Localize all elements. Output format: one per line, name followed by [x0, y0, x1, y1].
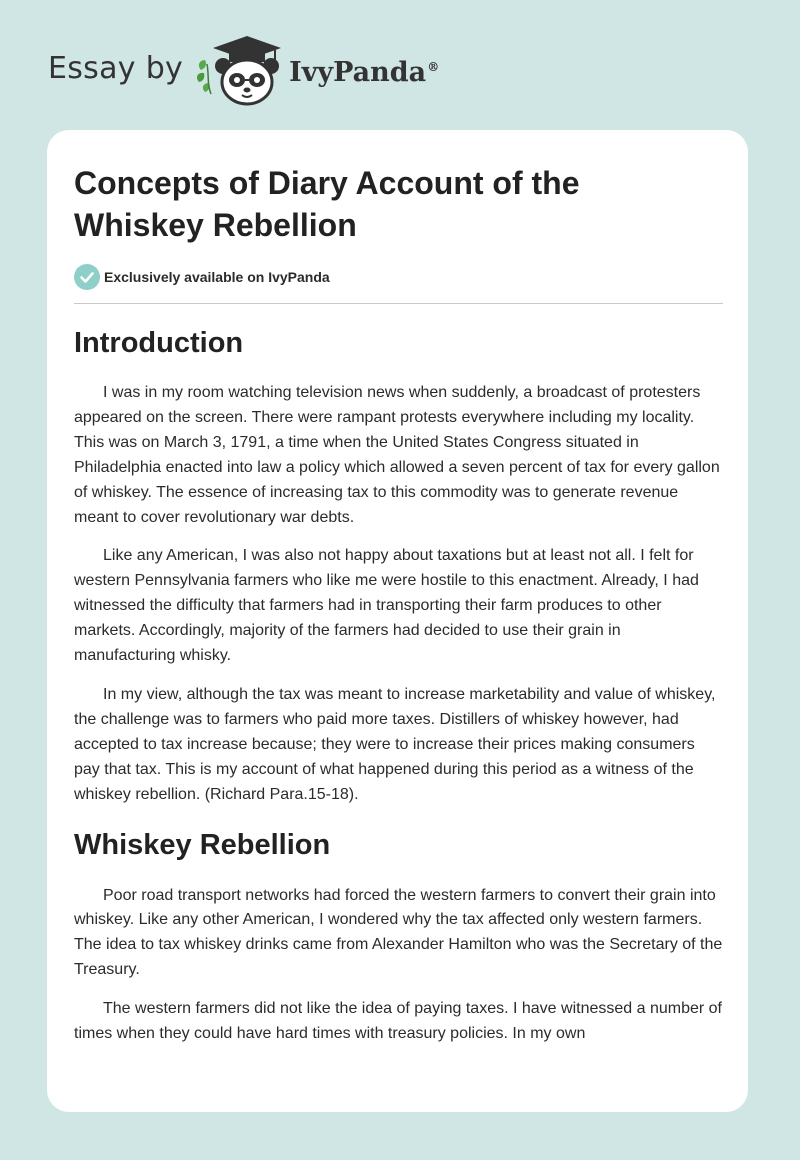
paragraph: In my view, although the tax was meant to increase marketability and value of whiskey, the challenge was to farmers who paid more taxes. Distillers of whiskey however, had accepted to tax increase because; they were to increase their prices making consumers pay that tax. This is my account of what happened during this period as a witness of the whiskey rebellion. (Richard Para.15-18).	[74, 685, 716, 803]
title-divider	[74, 303, 723, 304]
check-circle-icon	[74, 264, 100, 290]
exclusive-badge	[74, 264, 330, 290]
registered-mark: ®	[427, 59, 440, 74]
paragraph: Poor road transport networks had forced the western farmers to convert their grain into whiskey. Like any other American, I wondered why the tax affected only western farmers. The idea to tax whiskey drinks came from Alexander Hamilton who was the Secretary of the Treasury.	[74, 886, 723, 979]
paragraph: I was in my room watching television news when suddenly, a broadcast of protesters appeared on the screen. There were rampant protests everywhere including my locality. This was on March 3, 1791, a time when the United States Congress situated in Philadelphia enacted into law a policy which allowed a seven percent of tax for every gallon of whiskey. The essence of increasing tax to this commodity was to generate revenue meant to cover revolutionary war debts.	[74, 384, 720, 526]
exclusive-badge-label: Exclusively available on IvyPanda	[104, 269, 330, 285]
essay-body	[74, 320, 724, 1061]
ivypanda-brand-name[interactable]	[289, 57, 439, 88]
essay-by-label: Essay by	[48, 50, 184, 86]
paragraph: Like any American, I was also not happy about taxations but at least not all. I felt for western Pennsylvania farmers who like me were hostile to this enactment. Already, I had witnessed the difficulty that farmers had in transporting their farm produces to other markets. Accordingly, majority of the farmers had decided to use their grain in manufacturing whisky.	[74, 547, 699, 665]
section-heading-whiskey-rebellion: Whiskey Rebellion	[74, 828, 331, 861]
essay-title: Concepts of Diary Account of the Whiskey Rebellion	[74, 165, 580, 243]
essay-card	[47, 130, 748, 1112]
site-header	[48, 30, 439, 110]
paragraph: The western farmers did not like the idea of paying taxes. I have witnessed a number of times when they could have hard times with treasury policies. In my own	[74, 1000, 722, 1043]
panda-graduate-logo-icon[interactable]	[195, 30, 287, 110]
brand-name-text: IvyPanda	[289, 56, 427, 88]
section-heading-introduction: Introduction	[74, 327, 244, 359]
